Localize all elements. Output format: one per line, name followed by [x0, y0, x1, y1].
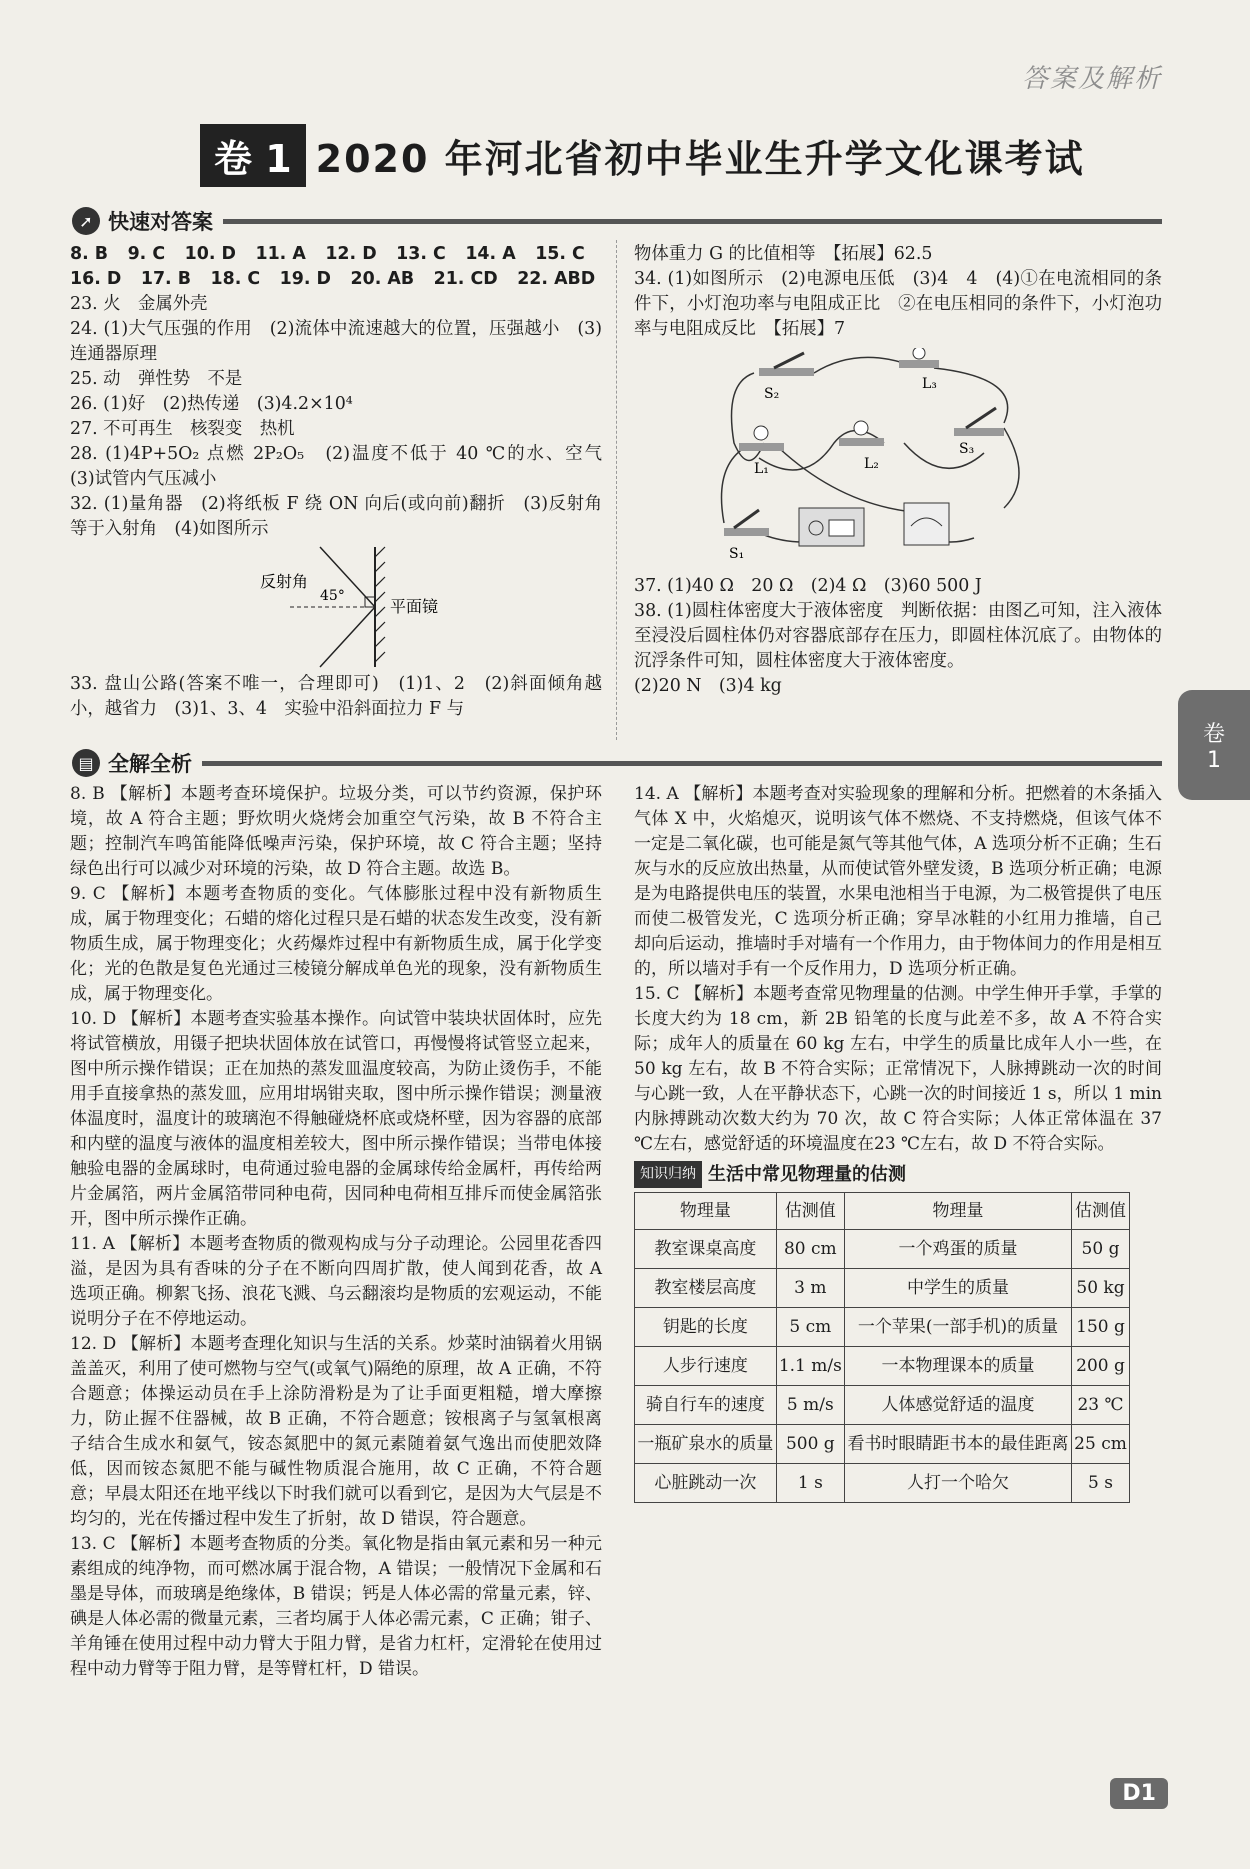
answer: 18. C [210, 269, 261, 289]
table-cell: 一个鸡蛋的质量 [844, 1230, 1071, 1269]
table-cell: 骑自行车的速度 [635, 1386, 777, 1425]
volume-side-tab [1178, 690, 1250, 800]
table-cell: 钥匙的长度 [635, 1308, 777, 1347]
header-tag: 答案及解析 [1021, 64, 1162, 94]
table-cell: 50 g [1072, 1230, 1130, 1269]
section-rule [202, 761, 1162, 766]
mirror-hatch [375, 547, 385, 662]
table-header: 物理量 [635, 1193, 777, 1230]
rocket-icon: ➚ [72, 207, 100, 235]
answer-23: 23. 火 金属外壳 [70, 294, 208, 314]
table-cell: 25 cm [1072, 1425, 1130, 1464]
table-cell: 看书时眼睛距书本的最佳距离 [844, 1425, 1071, 1464]
answer: 10. D [184, 244, 236, 264]
solution-14: 14. A 【解析】本题考查对实验现象的理解和分析。把燃着的木条插入气体 X 中，火焰熄灭，说明该气体不燃烧、不支持燃烧，但该气体不一定是二氧化碳，也可能是氮气等其他气体，A 选项分析不正确；生石灰与水的反应放出热量，从而使试管外壁发烫，B 选项分析正确；电源是为电路提供电压的装置，水果电池相当于电源，为二极管提供了电压而使二极管发光，C 选项分析正确；穿旱冰鞋的小红用力推墙，自己却向后运动，推墙时手对墙有一个作用力，由于物体间力的作用是相互的，所以墙对手有一个反作用力，D 选项分析正确。 [634, 784, 1162, 979]
circuit-label: L₂ [864, 456, 879, 472]
answer-25: 25. 动 弹性势 不是 [70, 369, 243, 389]
reflection-angle-label: 反射角 [260, 572, 309, 591]
title-badge: 卷 1 [200, 124, 306, 187]
table-cell: 中学生的质量 [844, 1269, 1071, 1308]
answer-33-continued: 物体重力 G 的比值相等 【拓展】62.5 [634, 244, 933, 264]
answer-28: 28. (1)4P+5O₂ 点燃 2P₂O₅ (2)温度不低于 40 ℃的水、空气 (3)试管内气压减小 [70, 444, 620, 489]
knowledge-title: 生活中常见物理量的估测 [708, 1164, 906, 1185]
table-row [635, 1308, 1130, 1347]
quick-answers-right [634, 242, 1162, 699]
answer: 9. C [127, 244, 166, 264]
table-cell: 500 g [776, 1425, 844, 1464]
answer: 13. C [396, 244, 446, 264]
mirror-reflection-diagram [260, 542, 580, 672]
lamp-l1 [739, 426, 784, 451]
knowledge-tag: 知识归纳 [634, 1161, 702, 1188]
table-cell: 3 m [776, 1269, 844, 1308]
meter [904, 503, 949, 545]
knowledge-summary-head [634, 1161, 1162, 1188]
solutions-right [634, 782, 1162, 1503]
circuit-label: S₃ [959, 441, 975, 457]
solution-15: 15. C 【解析】本题考查常见物理量的估测。中学生伸开手掌，手掌的长度大约为 18 cm，新 2B 铅笔的长度与此差不多，故 A 不符合实际；成年人的质量在 60 kg 左右，中学生的质量比成年人小一些，在 50 kg 左右，故 B 不符合实际；正常情况下，人脉搏跳动一次的时间与心跳一致，人在平静状态下，心跳一次的时间接近 1 s，所以 1 min 内脉搏跳动次数大约为 70 次，故 C 符合实际；人体正常体温在 37 ℃左右，感觉舒适的环境温度在23 ℃左右，故 D 不符合实际。 [634, 984, 1162, 1154]
table-cell: 人步行速度 [635, 1347, 777, 1386]
table-header-row [635, 1193, 1130, 1230]
table-header: 估测值 [776, 1193, 844, 1230]
answer-38-part2: (2)20 N (3)4 kg [634, 676, 782, 696]
answer-34: 34. (1)如图所示 (2)电源电压低 (3)4 4 (4)①在电流相同的条件下，小灯泡功率与电阻成正比 ②在电压相同的条件下，小灯泡功率与电阻成反比 【拓展】7 [634, 269, 1162, 339]
switch-s3 [954, 408, 1004, 436]
answer: 12. D [325, 244, 377, 264]
solution-9: 9. C 【解析】本题考查物质的变化。气体膨胀过程中没有新物质生成，属于物理变化；石蜡的熔化过程只是石蜡的状态发生改变，没有新物质生成，属于物理变化；火药爆炸过程中有新物质生成，属于化学变化；光的色散是复色光通过三棱镜分解成单色光的现象，没有新物质生成，属于物理变化。 [70, 884, 602, 1004]
table-row [635, 1386, 1130, 1425]
quick-answers-head [72, 205, 1162, 237]
table-cell: 人体感觉舒适的温度 [844, 1386, 1071, 1425]
answer-33: 33. 盘山公路(答案不唯一，合理即可) (1)1、2 (2)斜面倾角越小，越省力 (3)1、3、4 实验中沿斜面拉力 F 与 [70, 674, 602, 719]
table-row [635, 1230, 1130, 1269]
circuit-diagram [704, 348, 1124, 568]
full-solutions-head [72, 747, 1162, 779]
table-cell: 一瓶矿泉水的质量 [635, 1425, 777, 1464]
reflected-ray [320, 607, 375, 667]
answer-37: 37. (1)40 Ω 20 Ω (2)4 Ω (3)60 500 J [634, 576, 982, 596]
table-cell: 一个苹果(一部手机)的质量 [844, 1308, 1071, 1347]
title-text: 2020 年河北省初中毕业生升学文化课考试 [315, 136, 1085, 181]
side-tab-line1: 卷 [1202, 722, 1225, 747]
answer: 11. A [255, 244, 306, 264]
circuit-label: S₂ [764, 386, 780, 402]
document-icon: ▤ [72, 749, 100, 777]
angle-value-label: 45° [320, 588, 345, 604]
table-row [635, 1269, 1130, 1308]
table-cell: 人打一个哈欠 [844, 1464, 1071, 1503]
column-divider [616, 240, 617, 740]
solutions-left [70, 782, 602, 1682]
table-cell: 23 ℃ [1072, 1386, 1130, 1425]
quick-answers-title: 快速对答案 [108, 210, 213, 234]
table-row [635, 1347, 1130, 1386]
switch-s2 [759, 353, 814, 376]
table-cell: 80 cm [776, 1230, 844, 1269]
table-row [635, 1464, 1130, 1503]
answer: 14. A [465, 244, 516, 264]
power-supply [799, 508, 864, 546]
solution-8: 8. B 【解析】本题考查环境保护。垃圾分类，可以节约资源，保护环境，故 A 符合主题；野炊明火烧烤会加重空气污染，故 B 不符合主题；控制汽车鸣笛能降低噪声污染，保护环境，故 C 符合主题；坚持绿色出行可以减少对环境的污染，故 D 符合主题。故选 B。 [70, 784, 602, 879]
answer: 21. CD [433, 269, 498, 289]
answer: 22. ABD [517, 269, 596, 289]
table-cell: 心脏跳动一次 [635, 1464, 777, 1503]
answer: 16. D [70, 269, 122, 289]
table-cell: 150 g [1072, 1308, 1130, 1347]
circuit-label: L₁ [754, 461, 769, 477]
solution-11: 11. A 【解析】本题考查物质的微观构成与分子动理论。公园里花香四溢，是因为具有香味的分子在不断向四周扩散，使人闻到花香，故 A 选项正确。柳絮飞扬、浪花飞溅、乌云翻滚均是物质的宏观运动，不能说明分子在不停地运动。 [70, 1234, 602, 1329]
estimation-table [634, 1192, 1130, 1503]
lamp-l3 [899, 348, 939, 368]
quick-answers-left [70, 242, 620, 722]
answer: 15. C [535, 244, 585, 264]
answer-38: 38. (1)圆柱体密度大于液体密度 判断依据：由图乙可知，注入液体至浸没后圆柱体仍对容器底部存在压力，即圆柱体沉底了。由物体的沉浮条件可知，圆柱体密度大于液体密度。 [634, 601, 1162, 671]
answer-26: 26. (1)好 (2)热传递 (3)4.2×10⁴ [70, 394, 353, 414]
circuit-label: L₃ [922, 376, 937, 392]
table-cell: 5 s [1072, 1464, 1130, 1503]
table-cell: 1 s [776, 1464, 844, 1503]
table-cell: 200 g [1072, 1347, 1130, 1386]
table-cell: 一本物理课本的质量 [844, 1347, 1071, 1386]
mirror-label: 平面镜 [390, 597, 439, 616]
table-cell: 教室课桌高度 [635, 1230, 777, 1269]
table-header: 估测值 [1072, 1193, 1130, 1230]
circuit-label: S₁ [729, 546, 745, 562]
answer: 8. B [70, 244, 109, 264]
answer: 17. B [140, 269, 191, 289]
answer-32: 32. (1)量角器 (2)将纸板 F 绕 ON 向后(或向前)翻折 (3)反射角等于入射角 (4)如图所示 [70, 494, 602, 539]
side-tab-line2: 1 [1207, 748, 1221, 773]
table-cell: 5 m/s [776, 1386, 844, 1425]
answer: 20. AB [350, 269, 415, 289]
table-cell: 5 cm [776, 1308, 844, 1347]
section-rule [223, 219, 1162, 224]
answer-row-2 [70, 267, 602, 292]
answer-24: 24. (1)大气压强的作用 (2)流体中流速越大的位置，压强越小 (3)连通器原理 [70, 319, 602, 364]
page-number: D1 [1110, 1778, 1168, 1809]
answer: 19. D [279, 269, 331, 289]
page-title [200, 125, 1085, 185]
full-solutions-title: 全解全析 [108, 752, 192, 776]
table-header: 物理量 [844, 1193, 1071, 1230]
switch-s1 [724, 510, 769, 536]
solution-13: 13. C 【解析】本题考查物质的分类。氧化物是指由氧元素和另一种元素组成的纯净物，而可燃冰属于混合物，A 错误；一般情况下金属和石墨是导体，而玻璃是绝缘体，B 错误；钙是人体必需的常量元素，锌、碘是人体必需的微量元素，三者均属于人体必需元素，C 正确；钳子、羊角锤在使用过程中动力臂大于阻力臂，是省力杠杆，定滑轮在使用过程中动力臂等于阻力臂，是等臂杠杆，D 错误。 [70, 1534, 602, 1679]
table-cell: 教室楼层高度 [635, 1269, 777, 1308]
table-row [635, 1425, 1130, 1464]
answer-row-1 [70, 242, 602, 267]
solution-10: 10. D 【解析】本题考查实验基本操作。向试管中装块状固体时，应先将试管横放，用镊子把块状固体放在试管口，再慢慢将试管竖立起来，图中所示操作错误；正在加热的蒸发皿温度较高，为防止烫伤手，不能用手直接拿热的蒸发皿，应用坩埚钳夹取，图中所示操作错误；测量液体温度时，温度计的玻璃泡不得触碰烧杯底或烧杯壁，因为容器的底部和内壁的温度与液体的温度相差较大，图中所示操作错误；当带电体接触验电器的金属球时，电荷通过验电器的金属球传给金属杆，再传给两片金属箔，两片金属箔带同种电荷，因同种电荷相互排斥而使金属箔张开，图中所示操作正确。 [70, 1009, 602, 1229]
answer-27: 27. 不可再生 核裂变 热机 [70, 419, 295, 439]
table-cell: 1.1 m/s [776, 1347, 844, 1386]
solution-12: 12. D 【解析】本题考查理化知识与生活的关系。炒菜时油锅着火用锅盖盖灭，利用了使可燃物与空气(或氧气)隔绝的原理，故 A 正确，不符合题意；体操运动员在手上涂防滑粉是为了让手面更粗糙，增大摩擦力，防止握不住器械，故 B 正确，不符合题意；铵根离子与氢氧根离子结合生成水和氨气，铵态氮肥中的氮元素随着氨气逸出而使肥效降低，因而铵态氮肥不能与碱性物质混合施用，故 C 正确，不符合题意；早晨太阳还在地平线以下时我们就可以看到它，是因为大气层是不均匀的，光在传播过程中发生了折射，故 D 错误，符合题意。 [70, 1334, 602, 1529]
table-cell: 50 kg [1072, 1269, 1130, 1308]
